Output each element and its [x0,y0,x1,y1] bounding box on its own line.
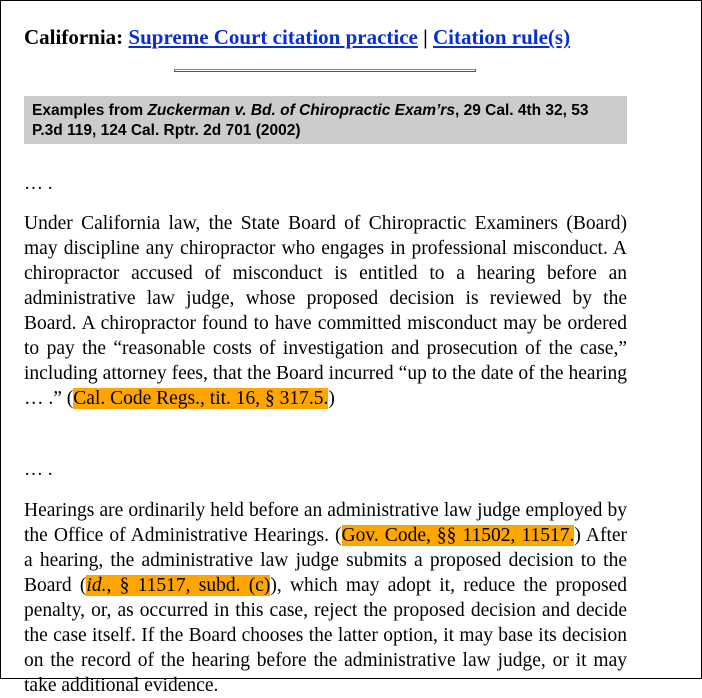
horizontal-rule [174,69,476,72]
paragraph-text: Under California law, the State Board of Chiropractic Examiners (Board) may discipline any chiropractor who engages in professional misconduct. A chiropractor accused of misconduct is entitled to a hearing before an administrative law judge, whose proposed decision is reviewed by the Board. A chiropractor found to have committed misconduct may be ordered to pay the “reasonable costs of investigation and prosecution of the case,” including attorney fees, that the Board incurred “up to the date of the hearing … .” ( [24,213,627,409]
paragraph-text: ) After a hearing, the administrative law judge submits a proposed decision to the Board ( [24,525,628,596]
highlighted-citation: Gov. Code, §§ 11502, 11517. [341,525,575,546]
ellipsis: … . [24,173,53,194]
paragraph-text: ), which may adopt it, reduce the proposed penalty, or, as occurred in this case, reject the proposed decision and decide the case itself. If the Board chooses the latter option, it may base its decision on the record of the hearing before the administrative law judge, or it may take additional evidence. [24,575,627,696]
case-citation: , 29 Cal. 4th 32, 53 P.3d 119, 124 Cal. Rptr. 2d 701 (2002) [32,102,589,139]
page-heading [24,25,570,50]
examples-lead: Examples from [32,102,148,119]
highlighted-citation [86,575,270,596]
citation-text: , § 11517, subd. (c) [106,575,271,596]
case-name: Zuckerman v. Bd. of Chiropractic Exam’rs [147,102,455,119]
paragraph [24,211,627,411]
examples-box [24,96,627,144]
highlighted-citation: Cal. Code Regs., tit. 16, § 317.5. [73,388,329,409]
paragraph [24,498,627,698]
supreme-court-citation-practice-link[interactable]: Supreme Court citation practice [128,25,418,49]
paragraph-text: ) [328,388,335,409]
paragraph-text: Hearings are ordinarily held before an administrative law judge employed by the Office of Administrative Hearings. ( [24,500,627,546]
heading-prefix: California: [24,25,124,49]
ellipsis: … . [24,459,53,480]
citation-rules-link[interactable]: Citation rule(s) [433,25,571,49]
id-signal: id. [86,575,107,596]
heading-separator: | [423,25,428,49]
